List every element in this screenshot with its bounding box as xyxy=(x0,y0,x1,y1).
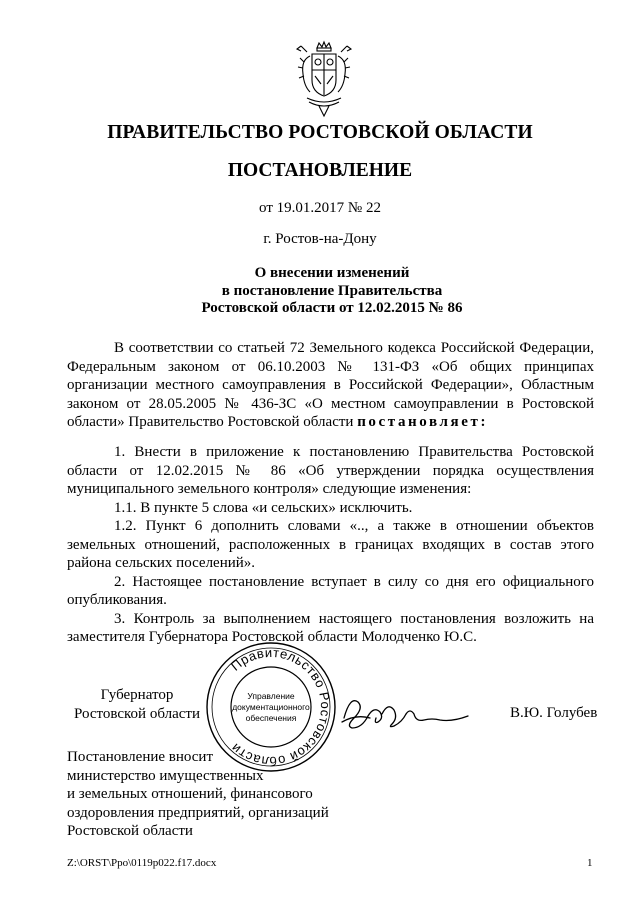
coat-of-arms-emblem xyxy=(295,40,353,118)
note-line: Постановление вносит xyxy=(67,749,214,765)
signatory-name: В.Ю. Голубев xyxy=(510,705,598,721)
footer-file-path: Z:\ORST\Ppo\0119p022.f17.docx xyxy=(67,857,217,869)
signatory-title-line: Губернатор xyxy=(100,687,174,703)
document-subject xyxy=(0,265,640,318)
resolution-items xyxy=(67,443,594,647)
signatory-title xyxy=(67,686,207,723)
page-number: 1 xyxy=(587,857,593,869)
svg-text:Правительство Ростовской облас: Правительство Ростовской области xyxy=(227,644,334,770)
subject-line: Ростовской области от 12.02.2015 № 86 xyxy=(201,300,463,316)
document-date-number: от 19.01.2017 № 22 xyxy=(259,200,381,216)
resolution-item: 1. Внести в приложение к постановлению Правительства Ростовской области от 12.02.2015 № 86 «Об утверждении порядка осуществления муниципального земельного контроля» следующие изменения: xyxy=(67,444,594,497)
resolution-item: 3. Контроль за выполнением настоящего постановления возложить на заместителя Губернатора Ростовской области Молодченко Ю.С. xyxy=(67,610,594,645)
document-type: ПОСТАНОВЛЕНИЕ xyxy=(227,160,413,181)
resolution-item: 1.2. Пункт 6 дополнить словами «.., а также в отношении объектов земельных отношений, расположенных в границах входящих в состав этого района сельских поселений». xyxy=(67,518,594,571)
note-line: Ростовской области xyxy=(67,823,193,839)
submission-note xyxy=(67,748,329,841)
note-line: министерство имущественных xyxy=(67,767,264,784)
signatory-title-line: Ростовской области xyxy=(74,705,200,722)
subject-line: О внесении изменений xyxy=(254,265,410,281)
resolution-item: 1.1. В пункте 5 слова «и сельских» исключить. xyxy=(114,499,413,516)
resolution-item: 2. Настоящее постановление вступает в силу со дня его официального опубликования. xyxy=(67,573,594,608)
note-line: оздоровления предприятий, организаций xyxy=(67,804,329,821)
svg-text:документационного: документационного xyxy=(232,702,310,712)
svg-text:Управление: Управление xyxy=(247,691,295,701)
government-title: ПРАВИТЕЛЬСТВО РОСТОВСКОЙ ОБЛАСТИ xyxy=(107,122,533,143)
document-city: г. Ростов-на-Дону xyxy=(263,231,377,247)
svg-text:обеспечения: обеспечения xyxy=(245,713,297,723)
note-line: и земельных отношений, финансового xyxy=(67,786,313,802)
subject-line: в постановление Правительства xyxy=(221,282,443,299)
handwritten-signature xyxy=(336,688,476,736)
decree-word: постановляет: xyxy=(357,414,489,430)
preamble-paragraph xyxy=(67,339,594,432)
preamble-text: В соответствии со статьей 72 Земельного кодекса Российской Федерации, Федеральным законом от 06.10.2003 № 131-ФЗ «Об общих принципах организации местного самоуправления в Российской Федерации», Областным законом от 28.05.2005 № 436-ЗС «О местном самоуправлении в Ростовской области» Правительство Ростовской области xyxy=(67,340,594,430)
